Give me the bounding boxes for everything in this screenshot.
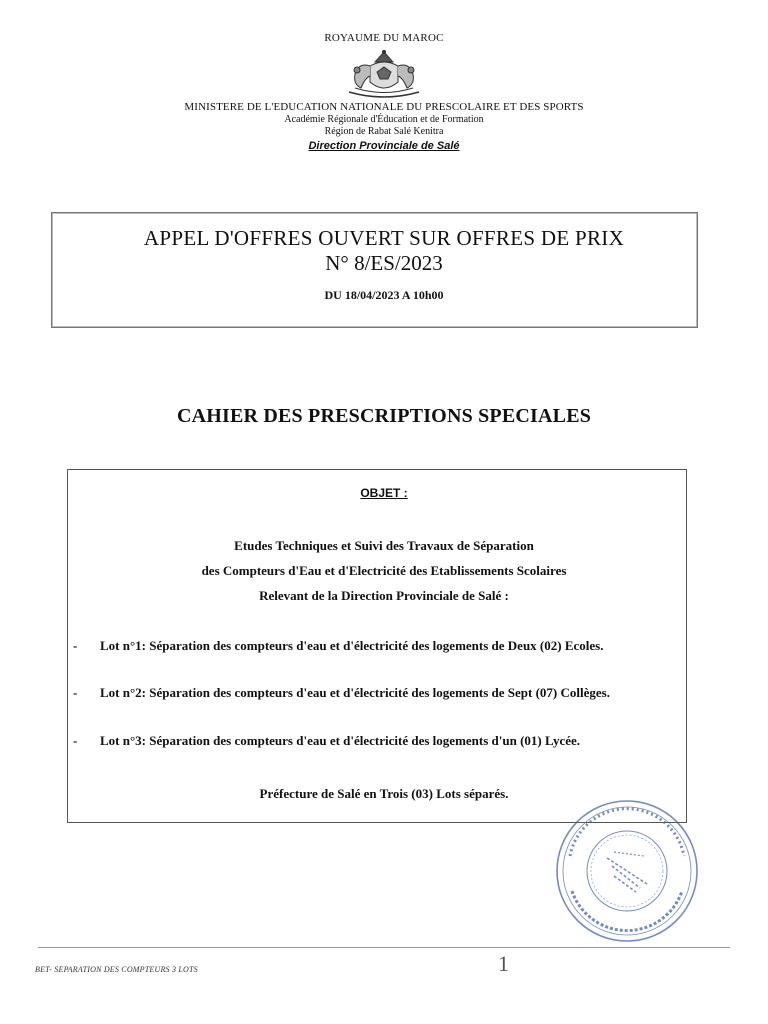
document-title: CAHIER DES PRESCRIPTIONS SPECIALES <box>176 405 592 427</box>
bullet-dash: - <box>73 733 78 748</box>
region-name: Région de Rabat Salé Kenitra <box>324 126 444 137</box>
academie-name: Académie Régionale d'Éducation et de Formation <box>284 114 484 125</box>
page-number: 1 <box>498 951 509 976</box>
direction-name: Direction Provinciale de Salé <box>308 140 460 152</box>
tender-date: DU 18/04/2023 A 10h00 <box>324 288 444 302</box>
objet-description-line-1: Etudes Techniques et Suivi des Travaux de Séparation <box>234 538 534 553</box>
objet-description-line-3: Relevant de la Direction Provinciale de Salé : <box>259 588 509 603</box>
prefecture-note: Préfecture de Salé en Trois (03) Lots séparés. <box>259 786 509 801</box>
lot-text: Lot n°2: Séparation des compteurs d'eau et d'électricité des logements de Sept (07) Collèges. <box>100 685 610 700</box>
lot-text: Lot n°1: Séparation des compteurs d'eau et d'électricité des logements de Deux (02) Ecoles. <box>100 638 604 653</box>
official-stamp-icon <box>552 796 702 946</box>
footer-text: BET- SEPARATION DES COMPTEURS 3 LOTS <box>35 965 198 974</box>
ministry-name: MINISTERE DE L'EDUCATION NATIONALE DU PRESCOLAIRE ET DES SPORTS <box>184 101 584 113</box>
lot-text: Lot n°3: Séparation des compteurs d'eau et d'électricité des logements d'un (01) Lycée. <box>100 733 581 748</box>
objet-label-text: OBJET : <box>360 486 408 500</box>
tender-number: N° 8/ES/2023 <box>325 251 443 275</box>
footer-divider <box>38 947 730 948</box>
lot-item-1 <box>73 637 683 677</box>
kingdom-heading: ROYAUME DU MAROC <box>324 32 444 44</box>
bullet-dash: - <box>73 685 78 700</box>
tender-title: APPEL D'OFFRES OUVERT SUR OFFRES DE PRIX <box>143 226 625 250</box>
objet-label <box>0 486 768 500</box>
lot-item-2 <box>73 684 683 724</box>
bullet-dash: - <box>73 638 78 653</box>
lot-item-3 <box>73 732 683 754</box>
royal-coat-of-arms-icon <box>337 48 431 100</box>
objet-description-line-2: des Compteurs d'Eau et d'Electricité des Etablissements Scolaires <box>201 563 567 578</box>
